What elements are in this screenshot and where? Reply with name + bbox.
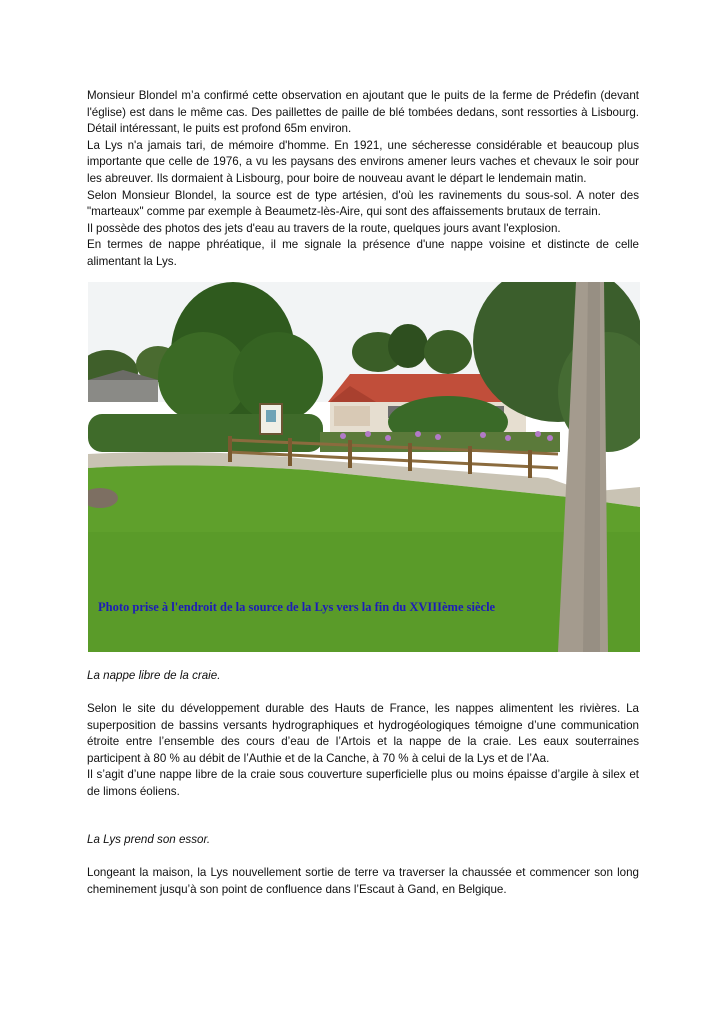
paragraph: La Lys n'a jamais tari, de mémoire d'homme. En 1921, une sécheresse considérable et beaucoup plus importante que celle de 1976, a vu les paysans des environs amener leurs vaches et chevaux le soir pour les abreuver. Ils dormaient à Lisbourg, pour boire de nouveau avant le départ le lendemain matin. <box>87 138 639 185</box>
paragraph: Il possède des photos des jets d'eau au travers de la route, quelques jours avant l'explosion. <box>87 221 561 235</box>
section-nappe-body <box>87 701 639 801</box>
intro-text <box>87 88 639 271</box>
section-nappe <box>87 668 639 685</box>
section-essor-body <box>87 865 639 898</box>
paragraph: Il s’agit d’une nappe libre de la craie sous couverture superficielle plus ou moins épaisse d’argile à silex et de limons éoliens. <box>87 768 639 798</box>
source-photo <box>88 282 640 652</box>
photo-caption: Photo prise à l'endroit de la source de la Lys vers la fin du XVIIIème siècle <box>98 600 496 614</box>
section-essor <box>87 832 639 849</box>
paragraph: Longeant la maison, la Lys nouvellement sortie de terre va traverser la chaussée et commencer son long cheminement jusqu’à son point de confluence dans l’Escaut à Gand, en Belgique. <box>87 866 639 896</box>
paragraph: Selon le site du développement durable des Hauts de France, les nappes alimentent les rivières. La superposition de bassins versants hydrographiques et hydrogéologiques témoigne d’une communication étroite entre l’ensemble des cours d’eau de l’Artois et la nappe de la craie. Les eaux souterraines participent à 80 % au débit de l’Authie et de la Canche, à 70 % à celui de la Lys et de l’Aa. <box>87 702 639 765</box>
paragraph: Selon Monsieur Blondel, la source est de type artésien, d'où les ravinements du sous-sol. A noter des "marteaux" comme par exemple à Beaumetz-lès-Aire, qui sont des affaissements brutaux de terrain. <box>87 188 639 219</box>
paragraph: Monsieur Blondel m’a confirmé cette observation en ajoutant que le puits de la ferme de Prédefin (devant l'église) est dans le même cas. Des paillettes de paille de blé tombées dedans, sont ressorties à Lisbourg. Détail intéressant, le puits est profond 65m environ. <box>87 89 639 136</box>
paragraph: En termes de nappe phréatique, il me signale la présence d'une nappe voisine et distincte de celle alimentant la Lys. <box>87 238 639 268</box>
section-heading: La Lys prend son essor. <box>87 833 211 846</box>
section-heading: La nappe libre de la craie. <box>87 669 221 682</box>
